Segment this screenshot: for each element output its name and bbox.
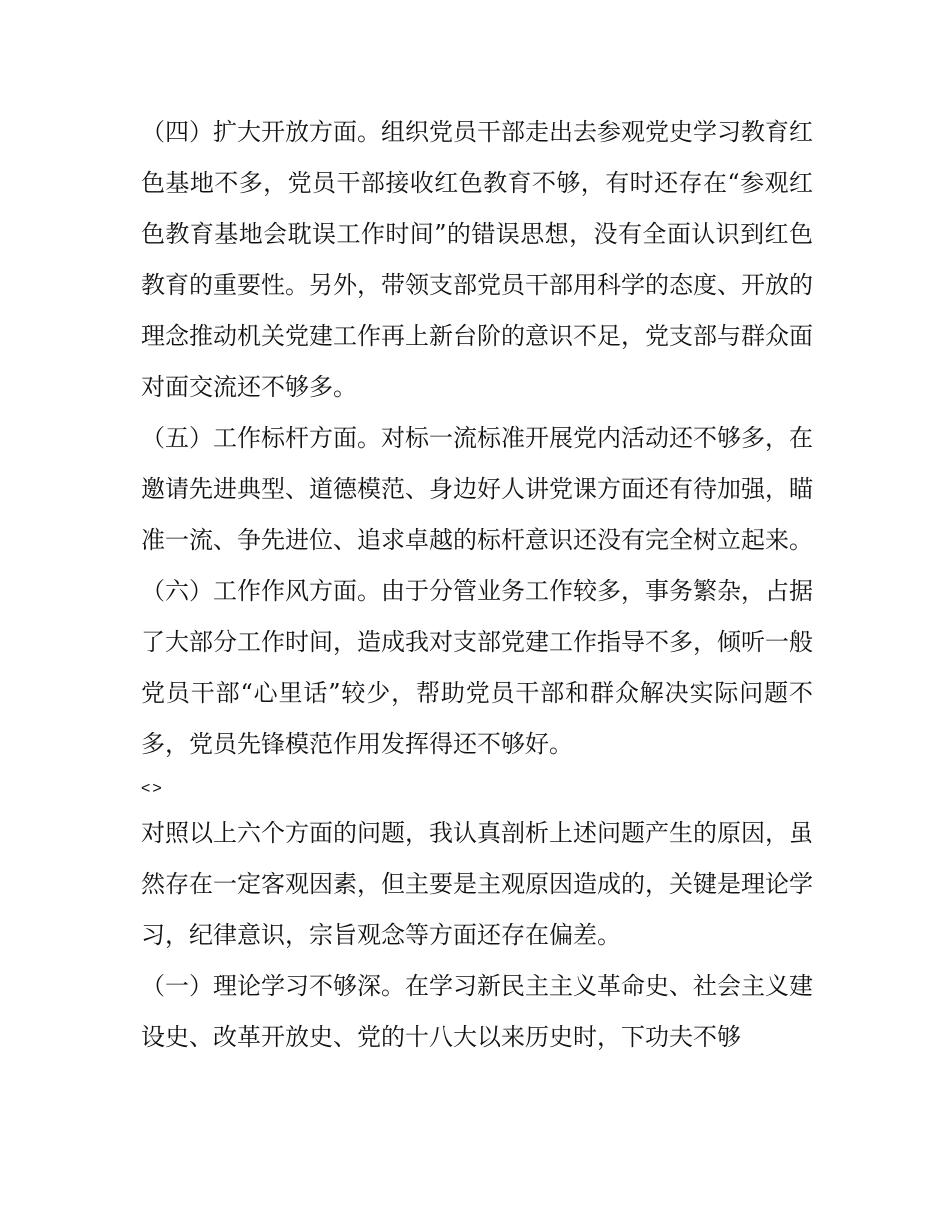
paragraph-expand-opening: （四）扩大开放方面。组织党员干部走出去参观党史学习教育红色基地不多，党员干部接收红色教育不够，有时还存在“参观红色教育基地会耽误工作时间”的错误思想，没有全面认识到红色教育的重要性。另外，带领支部党员干部用科学的态度、开放的理念推动机关党建工作再上新台阶的意识不足，党支部与群众面对面交流还不够多。 xyxy=(141,118,813,401)
paragraph-cause-analysis: 对照以上六个方面的问题，我认真剖析上述问题产生的原因，虽然存在一定客观因素，但主要是主观原因造成的，关键是理论学习，纪律意识，宗旨观念等方面还存在偏差。 xyxy=(141,819,813,949)
paragraph-theory-study: （一）理论学习不够深。在学习新民主主义革命史、社会主义建设史、改革开放史、党的十八大以来历史时，下功夫不够 xyxy=(141,972,813,1051)
paragraph-work-benchmark: （五）工作标杆方面。对标一流标准开展党内活动还不够多，在邀请先进典型、道德模范、身边好人讲党课方面还有待加强，瞄准一流、争先进位、追求卓越的标杆意识还没有完全树立起来。 xyxy=(141,424,813,554)
section-marker: <> xyxy=(141,780,164,797)
document-body xyxy=(141,107,813,1063)
paragraph-work-style: （六）工作作风方面。由于分管业务工作较多，事务繁杂，占据了大部分工作时间，造成我对支部党建工作指导不多，倾听一般党员干部“心里话”较少，帮助党员干部和群众解决实际问题不多，党员先锋模范作用发挥得还不够好。 xyxy=(141,577,813,758)
